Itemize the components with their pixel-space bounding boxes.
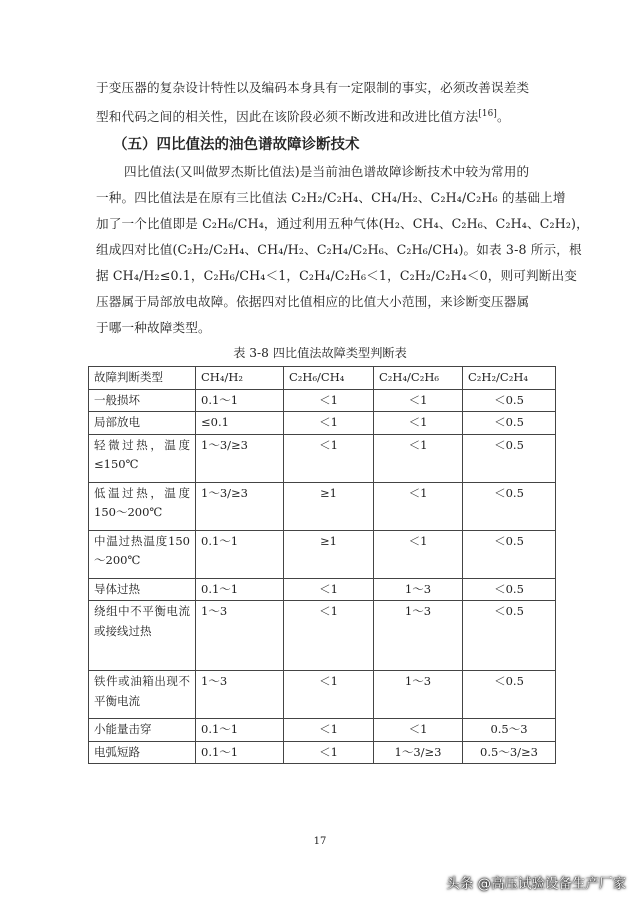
value-cell: 0.1～1 bbox=[196, 389, 284, 412]
value-cell: 1～3/≥3 bbox=[374, 741, 463, 764]
fault-type-cell: 低温过热，温度150～200℃ bbox=[89, 482, 196, 530]
table-row bbox=[89, 389, 556, 412]
value-cell: ＜1 bbox=[374, 482, 463, 530]
paragraph-line: 一种。四比值法是在原有三比值法 C₂H₂/C₂H₄、CH₄/H₂、C₂H₄/C₂H₆ 的基础上增 bbox=[96, 190, 566, 205]
paragraph-line: 据 CH₄/H₂≤0.1，C₂H₆/CH₄＜1，C₂H₄/C₂H₆＜1，C₂H₂/C₂H₄＜0，则可判断出变 bbox=[96, 268, 577, 283]
value-cell: ＜0.5 bbox=[463, 389, 556, 412]
value-cell: ＜0.5 bbox=[463, 412, 556, 435]
value-cell: ＜1 bbox=[374, 412, 463, 435]
value-cell: 0.1～1 bbox=[196, 741, 284, 764]
fault-diagnosis-table bbox=[88, 366, 556, 764]
value-cell: ≥1 bbox=[284, 530, 374, 578]
table-row bbox=[89, 482, 556, 530]
paragraph-line: 加了一个比值即是 C₂H₆/CH₄，通过利用五种气体(H₂、CH₄、C₂H₆、C₂H₄、C₂H₂)， bbox=[96, 216, 589, 231]
fault-type-cell: 铁件或油箱出现不平衡电流 bbox=[89, 671, 196, 719]
fault-type-cell: 小能量击穿 bbox=[89, 719, 196, 742]
value-cell: ＜1 bbox=[284, 719, 374, 742]
value-cell: ＜1 bbox=[284, 578, 374, 601]
table-row bbox=[89, 434, 556, 482]
paragraph-line: 四比值法(又叫做罗杰斯比值法)是当前油色谱故障诊断技术中较为常用的 bbox=[124, 164, 530, 179]
value-cell: 1～3 bbox=[374, 578, 463, 601]
value-cell: ＜1 bbox=[284, 389, 374, 412]
paragraph-line: 组成四对比值(C₂H₂/C₂H₄、CH₄/H₂、C₂H₄/C₂H₆、C₂H₆/CH₄)。如表 3-8 所示，根 bbox=[96, 242, 582, 257]
table-row bbox=[89, 719, 556, 742]
value-cell: ＜1 bbox=[374, 719, 463, 742]
table-row bbox=[89, 671, 556, 719]
value-cell: 1～3/≥3 bbox=[196, 482, 284, 530]
fault-type-cell: 一般损坏 bbox=[89, 389, 196, 412]
value-cell: ＜1 bbox=[284, 671, 374, 719]
value-cell: ≤0.1 bbox=[196, 412, 284, 435]
header-cell: C₂H₆/CH₄ bbox=[284, 367, 374, 390]
value-cell: 0.1～1 bbox=[196, 719, 284, 742]
table-row bbox=[89, 412, 556, 435]
watermark-text: 头条 @高压试验设备生产厂家 bbox=[446, 876, 626, 892]
table-row bbox=[89, 530, 556, 578]
fault-type-cell: 轻微过热，温度≤150℃ bbox=[89, 434, 196, 482]
fault-type-cell: 绕组中不平衡电流或接线过热 bbox=[89, 601, 196, 671]
value-cell: 0.5～3/≥3 bbox=[463, 741, 556, 764]
header-cell: C₂H₄/C₂H₆ bbox=[374, 367, 463, 390]
header-cell: C₂H₂/C₂H₄ bbox=[463, 367, 556, 390]
table-row bbox=[89, 601, 556, 671]
value-cell: 1～3 bbox=[374, 601, 463, 671]
fault-type-cell: 局部放电 bbox=[89, 412, 196, 435]
value-cell: ＜1 bbox=[284, 601, 374, 671]
value-cell: 1～3 bbox=[374, 671, 463, 719]
paragraph-line: 型和代码之间的相关性，因此在该阶段必须不断改进和改进比值方法[16]。 bbox=[96, 109, 510, 125]
table-row bbox=[89, 741, 556, 764]
table-row bbox=[89, 578, 556, 601]
value-cell: ＜0.5 bbox=[463, 530, 556, 578]
fault-type-cell: 电弧短路 bbox=[89, 741, 196, 764]
fault-type-cell: 导体过热 bbox=[89, 578, 196, 601]
value-cell: 0.1～1 bbox=[196, 530, 284, 578]
value-cell: ＜1 bbox=[374, 389, 463, 412]
value-cell: ＜0.5 bbox=[463, 434, 556, 482]
header-cell: 故障判断类型 bbox=[89, 367, 196, 390]
value-cell: ＜0.5 bbox=[463, 601, 556, 671]
value-cell: 0.1～1 bbox=[196, 578, 284, 601]
fault-type-cell: 中温过热温度150～200℃ bbox=[89, 530, 196, 578]
value-cell: ＜1 bbox=[374, 434, 463, 482]
value-cell: ＜0.5 bbox=[463, 578, 556, 601]
table-header-row bbox=[89, 367, 556, 390]
header-cell: CH₄/H₂ bbox=[196, 367, 284, 390]
table-caption: 表 3-8 四比值法故障类型判断表 bbox=[233, 346, 407, 360]
paragraph-line: 于变压器的复杂设计特性以及编码本身具有一定限制的事实，必须改善误差类 bbox=[96, 80, 530, 95]
reference-mark[interactable]: [16] bbox=[478, 109, 498, 119]
paragraph-line: 压器属于局部放电故障。依据四对比值相应的比值大小范围，来诊断变压器属 bbox=[96, 294, 530, 309]
paragraph-line: 于哪一种故障类型。 bbox=[96, 320, 211, 335]
value-cell: ＜0.5 bbox=[463, 671, 556, 719]
page-number: 17 bbox=[313, 836, 327, 847]
value-cell: ＜1 bbox=[284, 741, 374, 764]
value-cell: ≥1 bbox=[284, 482, 374, 530]
value-cell: ＜1 bbox=[284, 434, 374, 482]
value-cell: 1～3 bbox=[196, 671, 284, 719]
value-cell: 1～3/≥3 bbox=[196, 434, 284, 482]
value-cell: ＜0.5 bbox=[463, 482, 556, 530]
value-cell: ＜1 bbox=[374, 530, 463, 578]
value-cell: ＜1 bbox=[284, 412, 374, 435]
section-heading: （五）四比值法的油色谱故障诊断技术 bbox=[113, 137, 360, 153]
value-cell: 0.5～3 bbox=[463, 719, 556, 742]
value-cell: 1～3 bbox=[196, 601, 284, 671]
